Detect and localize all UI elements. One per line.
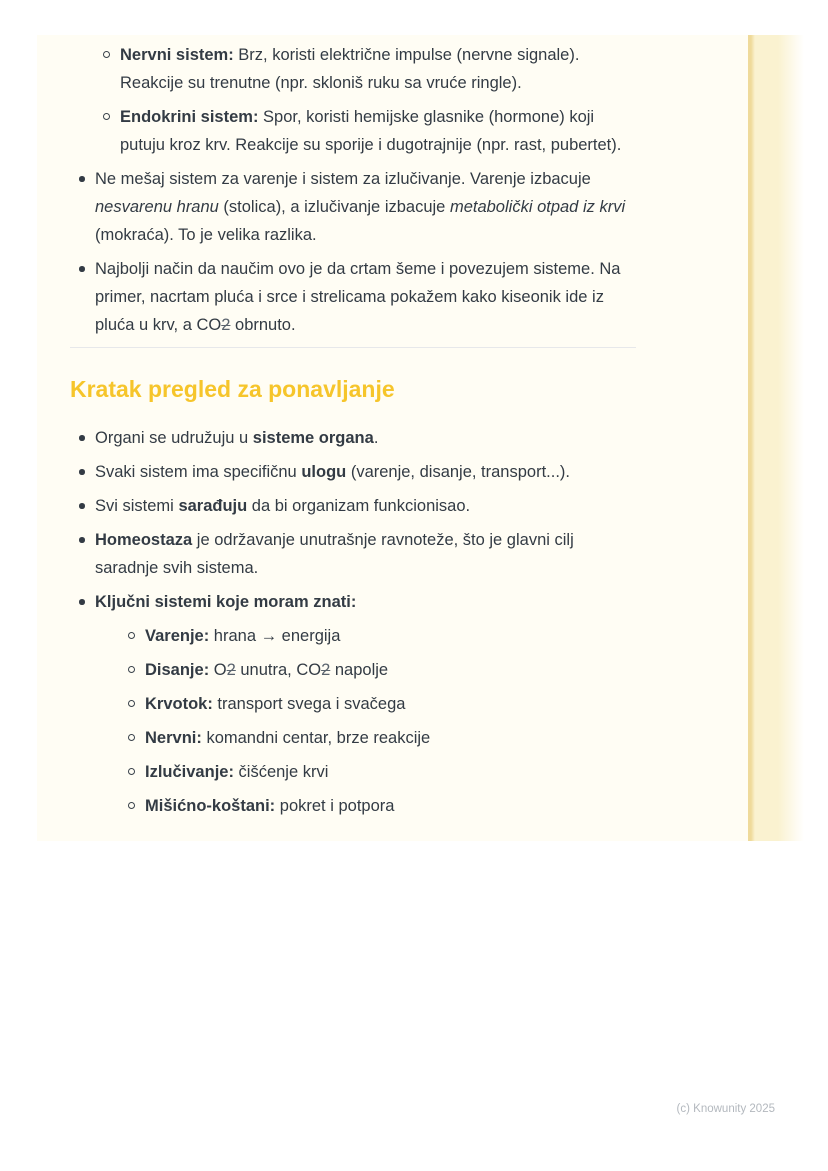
- list-item-text: Nervni sistem: Brz, koristi električne impulse (nervne signale). Reakcije su trenutne (npr. skloniš ruku sa vruće ringle).: [120, 46, 580, 92]
- list-item-text: Homeostaza je održavanje unutrašnje ravnoteže, što je glavni cilj saradnje svih sistema.: [95, 531, 574, 577]
- circle-bullet-icon: [128, 768, 135, 775]
- list-item-text: Disanje: O2 unutra, CO2 napolje: [145, 661, 389, 679]
- list-item: [120, 758, 636, 786]
- page-content: [70, 41, 636, 826]
- copyright-text: (c) Knowunity 2025: [676, 1103, 775, 1115]
- list-item-text: Organi se udružuju u sisteme organa.: [95, 429, 379, 447]
- list-item-text: Ne mešaj sistem za varenje i sistem za izlučivanje. Varenje izbacuje nesvarenu hranu (stolica), a izlučivanje izbacuje metabolički otpad iz krvi (mokraća). To je velika razlika.: [95, 170, 626, 244]
- list-item-text: Ključni sistemi koje moram znati:: [95, 593, 357, 611]
- circle-bullet-icon: [128, 632, 135, 639]
- list-item: [70, 492, 636, 520]
- bullet-icon: [79, 435, 85, 441]
- circle-bullet-icon: [103, 51, 110, 58]
- list-item: [95, 103, 636, 159]
- list-item-text: Izlučivanje: čišćenje krvi: [145, 763, 329, 781]
- circle-bullet-icon: [128, 666, 135, 673]
- section-divider: [70, 347, 636, 348]
- circle-bullet-icon: [128, 802, 135, 809]
- list-item: [70, 588, 636, 820]
- list-item-text: Varenje: hrana → energija: [145, 627, 341, 645]
- list-item: [70, 165, 636, 249]
- systems-comparison-list: [95, 41, 636, 159]
- list-item: [120, 792, 636, 820]
- review-list: [70, 424, 636, 820]
- list-item-text: Krvotok: transport svega i svačega: [145, 695, 406, 713]
- list-item-text: Najbolji način da naučim ovo je da crtam šeme i povezujem sisteme. Na primer, nacrtam pluća i srce i strelicama pokažem kako kiseonik ide iz pluća u krv, a CO2 obrnuto.: [95, 260, 621, 334]
- notes-list: [70, 165, 636, 339]
- bullet-icon: [79, 266, 85, 272]
- list-item: [120, 622, 636, 650]
- bullet-icon: [79, 599, 85, 605]
- list-item: [120, 690, 636, 718]
- circle-bullet-icon: [128, 734, 135, 741]
- bullet-icon: [79, 503, 85, 509]
- list-item: [70, 526, 636, 582]
- page-edge-accent: [748, 35, 804, 841]
- list-item-text: Svi sistemi sarađuju da bi organizam funkcionisao.: [95, 497, 471, 515]
- list-item: [95, 41, 636, 97]
- list-item-text: Mišićno-koštani: pokret i potpora: [145, 797, 395, 815]
- bullet-icon: [79, 469, 85, 475]
- list-item: [70, 424, 636, 452]
- bullet-icon: [79, 176, 85, 182]
- list-item: [70, 458, 636, 486]
- list-item-text: Nervni: komandni centar, brze reakcije: [145, 729, 431, 747]
- list-item-text: Svaki sistem ima specifičnu ulogu (varenje, disanje, transport...).: [95, 463, 570, 481]
- section-heading: Kratak pregled za ponavljanje: [70, 376, 395, 402]
- list-item: [120, 724, 636, 752]
- list-item: [70, 255, 636, 339]
- circle-bullet-icon: [128, 700, 135, 707]
- key-systems-list: [120, 622, 636, 820]
- circle-bullet-icon: [103, 113, 110, 120]
- list-item: [120, 656, 636, 684]
- list-item-text: Endokrini sistem: Spor, koristi hemijske glasnike (hormone) koji putuju kroz krv. Reakcije su sporije i dugotrajnije (npr. rast, pubertet).: [120, 108, 622, 154]
- bullet-icon: [79, 537, 85, 543]
